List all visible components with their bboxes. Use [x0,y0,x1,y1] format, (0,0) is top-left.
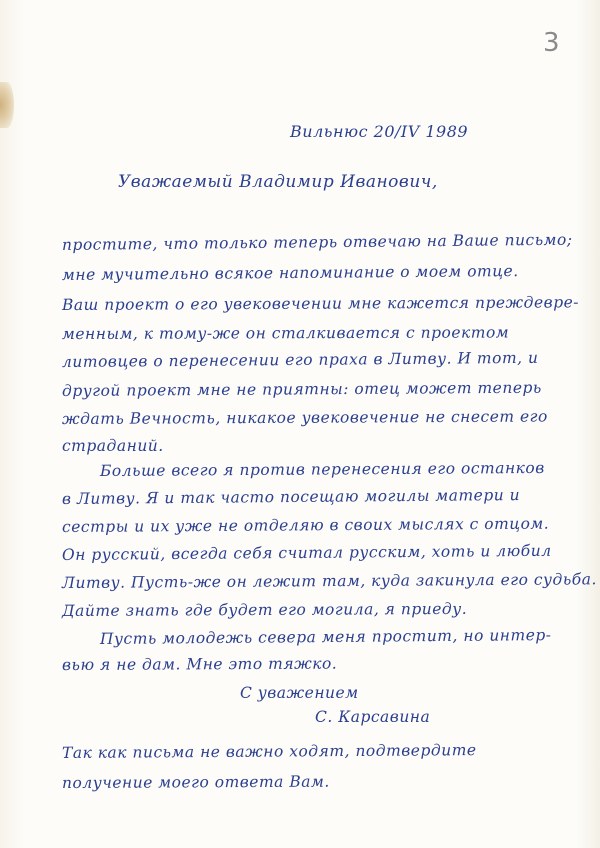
paper-stain [0,82,14,128]
body-line: менным, к тому-же он сталкивается с проектом [61,323,510,343]
body-line: мне мучительно всякое напоминание о моем отце. [61,262,519,284]
page-number: 3 [543,28,560,58]
postscript-line: получение моего ответа Вам. [61,772,330,792]
date-line: Вильнюс 20/IV 1989 [290,122,469,141]
body-line: ждать Вечность, никакое увековечение не снесет его [61,407,548,428]
greeting: Уважаемый Владимир Иванович, [118,172,438,192]
body-line: сестры и их уже не отделяю в своих мыслях с отцом. [61,514,550,536]
body-line: Литву. Пусть-же он лежит там, куда закинула его судьба. [61,570,597,592]
body-line: Ваш проект о его увековечении мне кажется преждевре- [61,293,580,314]
body-line: страданий. [62,437,164,455]
closing: С уважением [240,684,359,702]
body-line: вью я не дам. Мне это тяжко. [61,654,338,674]
body-line: литовцев о перенесении его праха в Литву. И тот, и [61,348,539,371]
body-line: Он русский, всегда себя считал русским, хоть и любил [61,541,552,564]
body-line: простите, что только теперь отвечаю на Ваше письмо; [61,230,573,254]
body-line: в Литву. Я и так часто посещаю могилы матери и [61,486,521,508]
body-line: Дайте знать где будет его могила, я приеду. [61,599,468,620]
postscript-line: Так как письма не важно ходят, подтвердите [61,741,477,762]
body-line: Больше всего я против перенесения его останков [99,458,545,480]
body-line: другой проект мне не приятны: отец может теперь [61,378,542,400]
signature: С. Карсавина [315,708,431,726]
body-line: Пусть молодежь севера меня простит, но интер- [99,626,552,648]
